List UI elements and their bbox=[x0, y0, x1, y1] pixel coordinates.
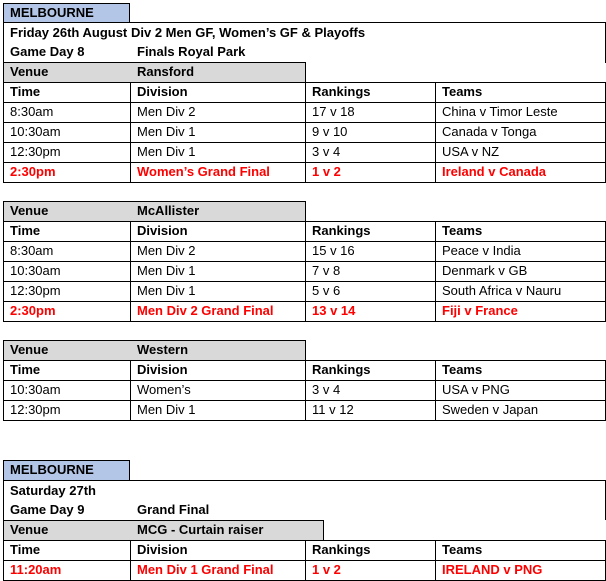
cell-time: 10:30am bbox=[10, 124, 61, 139]
column-header-rankings: Rankings bbox=[312, 362, 371, 377]
cell-rankings: 1 v 2 bbox=[312, 164, 341, 179]
column-header-division: Division bbox=[137, 223, 188, 238]
cell-division: Men Div 2 Grand Final bbox=[137, 303, 274, 318]
cell-time: 12:30pm bbox=[10, 144, 61, 159]
venue-label: Venue bbox=[10, 203, 49, 218]
venue-name: MCG - Curtain raiser bbox=[137, 522, 264, 537]
cell-time: 2:30pm bbox=[10, 164, 56, 179]
event-date: Friday 26th August bbox=[10, 25, 128, 40]
venue-name: Ransford bbox=[137, 64, 195, 79]
column-header-division: Division bbox=[137, 84, 188, 99]
column-header-teams: Teams bbox=[442, 542, 483, 557]
event-subtitle: Div 2 Men GF, Women’s GF & Playoffs bbox=[131, 25, 366, 40]
cell-time: 12:30pm bbox=[10, 283, 61, 298]
gameday-value: Finals Royal Park bbox=[137, 44, 246, 59]
column-header-rankings: Rankings bbox=[312, 223, 371, 238]
cell-rankings: 17 v 18 bbox=[312, 104, 355, 119]
cell-time: 8:30am bbox=[10, 243, 54, 258]
column-header-time: Time bbox=[10, 223, 41, 238]
cell-teams: Fiji v France bbox=[442, 303, 518, 318]
cell-division: Men Div 1 bbox=[137, 402, 196, 417]
cell-teams: IRELAND v PNG bbox=[442, 562, 543, 577]
cell-teams: Denmark v GB bbox=[442, 263, 528, 278]
cell-division: Men Div 2 bbox=[137, 104, 196, 119]
cell-teams: South Africa v Nauru bbox=[442, 283, 562, 298]
cell-division: Women’s bbox=[137, 382, 191, 397]
cell-time: 8:30am bbox=[10, 104, 54, 119]
venue-name: Western bbox=[137, 342, 189, 357]
cell-teams: Ireland v Canada bbox=[442, 164, 547, 179]
cell-time: 11:20am bbox=[10, 562, 62, 577]
cell-division: Men Div 1 bbox=[137, 263, 196, 278]
venue-label: Venue bbox=[10, 522, 49, 537]
column-header-rankings: Rankings bbox=[312, 542, 371, 557]
cell-teams: USA v PNG bbox=[442, 382, 510, 397]
column-header-time: Time bbox=[10, 542, 41, 557]
city-title: MELBOURNE bbox=[10, 5, 94, 20]
cell-division: Men Div 1 Grand Final bbox=[137, 562, 274, 577]
cell-time: 10:30am bbox=[10, 263, 61, 278]
cell-teams: Canada v Tonga bbox=[442, 124, 537, 139]
event-date-2: Saturday 27th bbox=[10, 483, 96, 498]
venue-name: McAllister bbox=[137, 203, 200, 218]
cell-rankings: 7 v 8 bbox=[312, 263, 341, 278]
cell-division: Men Div 1 bbox=[137, 124, 196, 139]
cell-teams: China v Timor Leste bbox=[442, 104, 558, 119]
column-header-teams: Teams bbox=[442, 84, 483, 99]
venue-label: Venue bbox=[10, 64, 49, 79]
column-header-time: Time bbox=[10, 362, 41, 377]
column-header-division: Division bbox=[137, 542, 188, 557]
cell-time: 12:30pm bbox=[10, 402, 61, 417]
cell-rankings: 5 v 6 bbox=[312, 283, 341, 298]
column-header-rankings: Rankings bbox=[312, 84, 371, 99]
cell-division: Women’s Grand Final bbox=[137, 164, 270, 179]
cell-rankings: 1 v 2 bbox=[312, 562, 341, 577]
gameday-label: Game Day 8 bbox=[10, 44, 85, 59]
cell-rankings: 3 v 4 bbox=[312, 144, 341, 159]
column-header-teams: Teams bbox=[442, 223, 483, 238]
gameday-label-2: Game Day 9 bbox=[10, 502, 85, 517]
cell-time: 2:30pm bbox=[10, 303, 56, 318]
cell-time: 10:30am bbox=[10, 382, 61, 397]
cell-rankings: 11 v 12 bbox=[312, 402, 354, 417]
cell-division: Men Div 2 bbox=[137, 243, 196, 258]
cell-teams: Sweden v Japan bbox=[442, 402, 539, 417]
gameday-value-2: Grand Final bbox=[137, 502, 210, 517]
cell-division: Men Div 1 bbox=[137, 144, 196, 159]
venue-label: Venue bbox=[10, 342, 49, 357]
cell-teams: USA v NZ bbox=[442, 144, 500, 159]
column-header-division: Division bbox=[137, 362, 188, 377]
cell-rankings: 9 v 10 bbox=[312, 124, 348, 139]
cell-division: Men Div 1 bbox=[137, 283, 196, 298]
city-title-2: MELBOURNE bbox=[10, 462, 94, 477]
column-header-teams: Teams bbox=[442, 362, 483, 377]
cell-rankings: 15 v 16 bbox=[312, 243, 355, 258]
cell-rankings: 13 v 14 bbox=[312, 303, 356, 318]
column-header-time: Time bbox=[10, 84, 41, 99]
cell-teams: Peace v India bbox=[442, 243, 521, 258]
cell-rankings: 3 v 4 bbox=[312, 382, 341, 397]
